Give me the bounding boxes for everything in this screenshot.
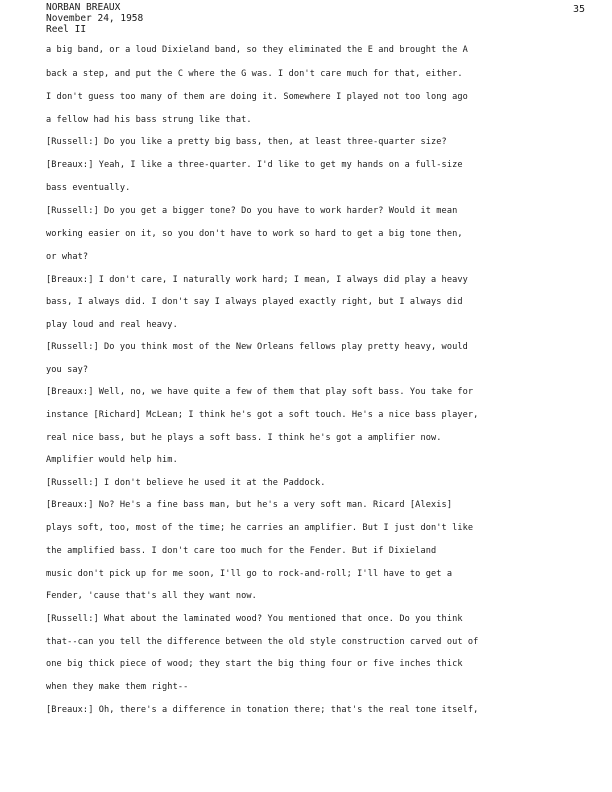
transcript-line: play loud and real heavy. <box>46 320 178 330</box>
transcript-line: bass, I always did. I don't say I always played exactly right, but I always did <box>46 297 463 307</box>
transcript-line: bass eventually. <box>46 183 131 193</box>
transcript-line: [Russell:] Do you think most of the New Orleans fellows play pretty heavy, would <box>46 342 468 352</box>
transcript-line: [Breaux:] Yeah, I like a three-quarter. I'd like to get my hands on a full-size <box>46 160 463 170</box>
header-date: November 24, 1958 <box>46 13 144 24</box>
transcript-line: [Breaux:] I don't care, I naturally work hard; I mean, I always did play a heavy <box>46 275 468 285</box>
transcript-line: when they make them right-- <box>46 682 189 692</box>
transcript-line: the amplified bass. I don't care too much for the Fender. But if Dixieland <box>46 546 437 556</box>
transcript-line: I don't guess too many of them are doing it. Somewhere I played not too long ago <box>46 92 468 102</box>
page-number: 35 <box>573 4 586 15</box>
transcript-line: or what? <box>46 252 89 262</box>
transcript-line: working easier on it, so you don't have to work so hard to get a big tone then, <box>46 229 463 239</box>
header-reel: Reel II <box>46 24 87 35</box>
transcript-line: one big thick piece of wood; they start the big thing four or five inches thick <box>46 659 463 669</box>
transcript-line: [Russell:] Do you like a pretty big bass, then, at least three-quarter size? <box>46 137 447 147</box>
transcript-line: music don't pick up for me soon, I'll go to rock-and-roll; I'll have to get a <box>46 569 453 579</box>
header-name: NORBAN BREAUX <box>46 2 121 13</box>
transcript-line: a fellow had his bass strung like that. <box>46 115 252 125</box>
transcript-line: a big band, or a loud Dixieland band, so they eliminated the E and brought the A <box>46 45 468 55</box>
transcript-line: that--can you tell the difference between the old style construction carved out of <box>46 637 479 647</box>
transcript-line: [Russell:] I don't believe he used it at the Paddock. <box>46 478 326 488</box>
transcript-line: [Breaux:] No? He's a fine bass man, but he's a very soft man. Ricard [Alexis] <box>46 500 453 510</box>
transcript-line: Amplifier would help him. <box>46 455 178 465</box>
transcript-line: instance [Richard] McLean; I think he's got a soft touch. He's a nice bass player, <box>46 410 479 420</box>
transcript-line: real nice bass, but he plays a soft bass. I think he's got a amplifier now. <box>46 433 442 443</box>
transcript-line: [Russell:] Do you get a bigger tone? Do you have to work harder? Would it mean <box>46 206 458 216</box>
transcript-line: you say? <box>46 365 89 375</box>
page-header <box>46 2 143 35</box>
transcript-line: plays soft, too, most of the time; he carries an amplifier. But I just don't like <box>46 523 474 533</box>
transcript-line: [Breaux:] Oh, there's a difference in tonation there; that's the real tone itself, <box>46 705 479 715</box>
transcript-line: Fender, 'cause that's all they want now. <box>46 591 257 601</box>
transcript-line: [Russell:] What about the laminated wood? You mentioned that once. Do you think <box>46 614 463 624</box>
transcript-line: [Breaux:] Well, no, we have quite a few of them that play soft bass. You take for <box>46 387 474 397</box>
transcript-line: back a step, and put the C where the G was. I don't care much for that, either. <box>46 69 463 79</box>
